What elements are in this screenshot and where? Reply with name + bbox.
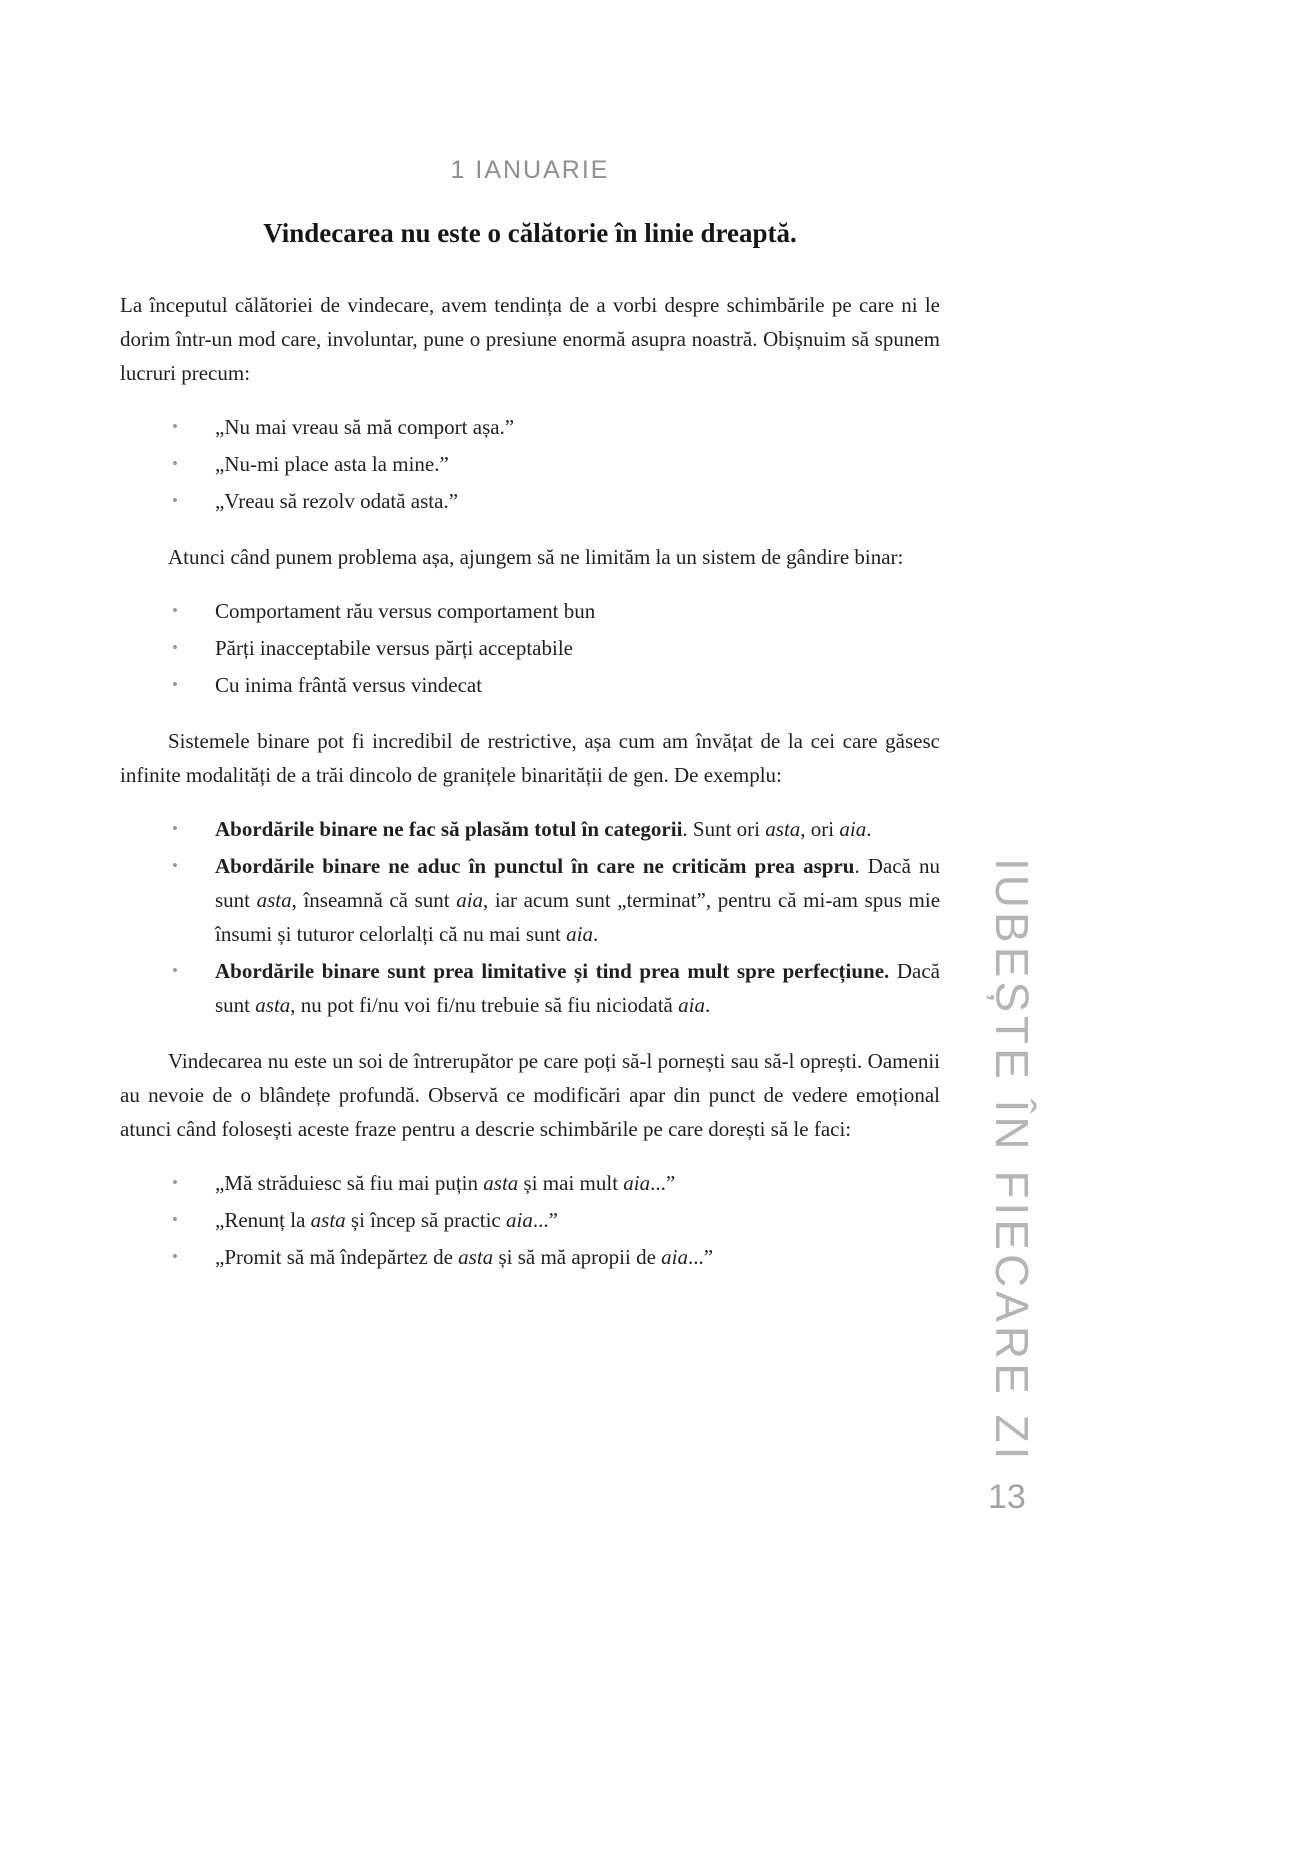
text-segment: asta xyxy=(255,993,291,1017)
text-segment: Sistemele binare pot fi incredibil de restrictive, așa cum am învățat de la cei care găsesc infinite modalități de a trăi dincolo de granițele binarității de gen. De exemplu: xyxy=(120,729,940,787)
text-segment: ...” xyxy=(532,1208,558,1232)
text-segment: „Vreau să rezolv odată asta.” xyxy=(215,489,459,513)
text-segment: . Dacă nu sunt xyxy=(215,854,940,912)
bullet-list xyxy=(120,812,940,1022)
text-segment: asta xyxy=(310,1208,346,1232)
text-segment: . xyxy=(592,922,599,946)
text-segment: și încep să practic xyxy=(345,1208,507,1232)
text-segment: „Promit să mă îndepărtez de xyxy=(215,1245,459,1269)
text-segment: ...” xyxy=(650,1171,676,1195)
text-segment: aia xyxy=(506,1208,533,1232)
text-segment: „Renunț la xyxy=(215,1208,311,1232)
bullet-list xyxy=(120,1166,940,1274)
bullet-list xyxy=(120,410,940,518)
chapter-date-heading: 1 IANUARIE xyxy=(450,156,610,184)
text-segment: și să mă apropii de xyxy=(493,1245,662,1269)
paragraph xyxy=(120,288,940,390)
text-segment: La începutul călătoriei de vindecare, avem tendința de a vorbi despre schimbările pe care ni le dorim într-un mod care, involuntar, pune o presiune enormă asupra noastră. Obișnuim să spunem lucruri precum: xyxy=(120,293,940,385)
text-segment: Vindecarea nu este un soi de întrerupător pe care poți să-l pornești sau să-l oprești. Oamenii au nevoie de o blândețe profundă. Observă ce modificări apar din punct de vedere emoțional atunci când folosești aceste fraze pentru a descrie schimbările pe care dorești să le faci: xyxy=(120,1049,940,1141)
text-segment: aia xyxy=(566,922,593,946)
text-segment: , iar acum sunt „terminat”, pentru că mi-am spus mie însumi și tuturor celorlalți că nu mai sunt xyxy=(215,888,941,946)
bullet-item xyxy=(120,410,940,444)
text-segment: , nu pot fi/nu voi fi/nu trebuie să fiu niciodată xyxy=(290,993,679,1017)
page-title: Vindecarea nu este o călătorie în linie dreaptă. xyxy=(263,218,797,248)
text-segment: aia xyxy=(839,817,867,841)
text-segment: asta xyxy=(483,1171,519,1195)
text-segment: Părți inacceptabile versus părți acceptabile xyxy=(215,636,573,660)
text-segment: , ori xyxy=(800,817,840,841)
text-segment: Dacă sunt xyxy=(215,959,940,1017)
text-segment: , înseamnă că sunt xyxy=(291,888,457,912)
book-title-vertical: IUBEȘTE ÎN FIECARE ZI xyxy=(986,858,1038,1464)
text-segment: asta xyxy=(458,1245,494,1269)
bullet-item xyxy=(120,1166,940,1200)
paragraph xyxy=(120,724,940,792)
text-segment: Abordările binare ne aduc în punctul în care ne criticăm prea aspru xyxy=(215,854,855,878)
text-segment: „Nu-mi place asta la mine.” xyxy=(215,452,449,476)
body-content xyxy=(120,288,940,1296)
text-segment: Abordările binare ne fac să plasăm totul în categorii xyxy=(215,817,683,841)
bullet-item xyxy=(120,484,940,518)
bullet-list xyxy=(120,594,940,702)
text-segment: Abordările binare sunt prea limitative și tind prea mult spre perfecțiune. xyxy=(215,959,890,983)
bullet-item xyxy=(120,812,940,846)
paragraph xyxy=(120,1044,940,1146)
text-segment: Atunci când punem problema așa, ajungem să ne limităm la un sistem de gândire binar: xyxy=(168,545,904,569)
text-segment: „Nu mai vreau să mă comport așa.” xyxy=(215,415,515,439)
text-segment: Cu inima frântă versus vindecat xyxy=(215,673,483,697)
text-segment: aia xyxy=(678,993,705,1017)
text-segment: aia xyxy=(623,1171,651,1195)
bullet-item xyxy=(120,1240,940,1274)
page-number: 13 xyxy=(988,1478,1026,1516)
bullet-item xyxy=(120,594,940,628)
text-segment: ...” xyxy=(688,1245,714,1269)
bullet-item xyxy=(120,954,940,1022)
text-segment: aia xyxy=(661,1245,688,1269)
text-segment: „Mă străduiesc să fiu mai puțin xyxy=(215,1171,484,1195)
text-segment: aia xyxy=(456,888,484,912)
bullet-item xyxy=(120,849,940,951)
text-segment: asta xyxy=(765,817,801,841)
bullet-item xyxy=(120,1203,940,1237)
bullet-item xyxy=(120,631,940,665)
paragraph xyxy=(120,540,940,574)
text-segment: . Sunt ori xyxy=(682,817,766,841)
text-segment: asta xyxy=(256,888,292,912)
text-segment: . xyxy=(704,993,711,1017)
text-segment: și mai mult xyxy=(518,1171,624,1195)
bullet-item xyxy=(120,447,940,481)
text-segment: . xyxy=(866,817,872,841)
bullet-item xyxy=(120,668,940,702)
text-segment: Comportament rău versus comportament bun xyxy=(215,599,596,623)
